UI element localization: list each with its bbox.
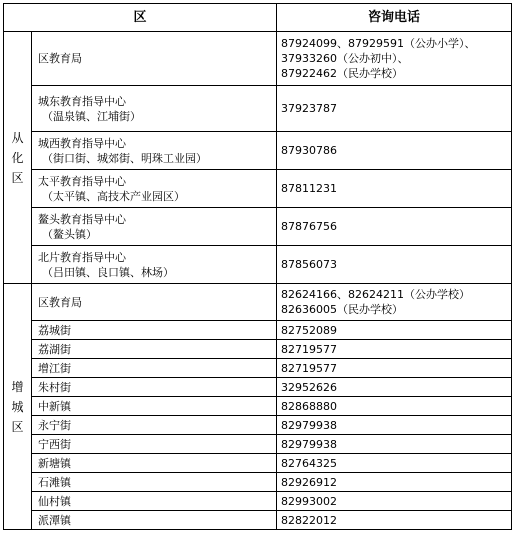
table-row xyxy=(4,284,512,321)
phone-cell xyxy=(277,132,512,170)
district-char: 区 xyxy=(11,419,24,434)
org-cell xyxy=(32,32,277,86)
phone-cell xyxy=(277,473,512,492)
org-name: 区教育局 xyxy=(38,52,82,65)
table-row xyxy=(4,511,512,530)
contact-table-wrapper xyxy=(3,3,512,530)
phone-line: 87856073 xyxy=(281,258,338,271)
phone-header: 咨询电话 xyxy=(277,4,512,32)
district-char: 增 xyxy=(11,379,24,394)
org-cell: 中新镇 xyxy=(32,397,277,416)
phone-cell xyxy=(277,284,512,321)
phone-cell xyxy=(277,86,512,132)
phone-line: 82764325 xyxy=(281,456,338,470)
org-cell: 永宁街 xyxy=(32,416,277,435)
table-row xyxy=(4,473,512,492)
org-cell: 宁西街 xyxy=(32,435,277,454)
phone-cell xyxy=(277,397,512,416)
phone-cell xyxy=(277,435,512,454)
org-name: 鳌头教育指导中心 xyxy=(38,212,126,226)
phone-line: 87930786 xyxy=(281,144,338,157)
contact-table xyxy=(3,3,512,530)
table-row xyxy=(4,132,512,170)
org-cell: 增江街 xyxy=(32,359,277,378)
district-char: 化 xyxy=(11,150,24,165)
table-row xyxy=(4,340,512,359)
org-cell xyxy=(32,132,277,170)
phone-line: 82868880 xyxy=(281,399,338,413)
phone-cell xyxy=(277,492,512,511)
phone-line: 82822012 xyxy=(281,513,338,527)
table-row xyxy=(4,170,512,208)
org-cell: 石滩镇 xyxy=(32,473,277,492)
org-coverage: （吕田镇、良口镇、林场） xyxy=(42,265,174,279)
org-cell xyxy=(32,86,277,132)
phone-line: 37933260（公办初中）、 xyxy=(281,52,409,65)
phone-line: 87811231 xyxy=(281,182,338,195)
table-row xyxy=(4,435,512,454)
table-row xyxy=(4,416,512,435)
org-cell: 荔湖街 xyxy=(32,340,277,359)
table-row xyxy=(4,359,512,378)
phone-cell xyxy=(277,378,512,397)
phone-cell xyxy=(277,454,512,473)
org-cell xyxy=(32,208,277,246)
phone-line: 32952626 xyxy=(281,380,338,394)
phone-cell xyxy=(277,208,512,246)
org-name: 城西教育指导中心 xyxy=(38,136,126,150)
org-coverage: （太平镇、高技术产业园区） xyxy=(42,189,185,203)
phone-line: 82993002 xyxy=(281,494,338,508)
org-cell: 仙村镇 xyxy=(32,492,277,511)
phone-line: 82624166、82624211（公办学校） xyxy=(281,288,470,301)
org-cell: 派潭镇 xyxy=(32,511,277,530)
org-coverage: （温泉镇、江埔街） xyxy=(42,109,141,123)
org-coverage: （街口街、城郊街、明珠工业园） xyxy=(42,151,207,165)
org-name: 太平教育指导中心 xyxy=(38,174,126,188)
org-name: 城东教育指导中心 xyxy=(38,94,126,108)
phone-cell xyxy=(277,321,512,340)
table-row xyxy=(4,246,512,284)
district-char: 区 xyxy=(11,170,24,185)
district-char: 从 xyxy=(11,130,24,145)
phone-cell xyxy=(277,246,512,284)
table-row xyxy=(4,321,512,340)
district-header: 区 xyxy=(4,4,277,32)
phone-line: 82979938 xyxy=(281,418,338,432)
phone-line: 82719577 xyxy=(281,342,338,356)
phone-cell xyxy=(277,170,512,208)
phone-line: 87922462（民办学校） xyxy=(281,67,404,80)
header-row xyxy=(4,4,512,32)
phone-cell xyxy=(277,340,512,359)
org-cell xyxy=(32,170,277,208)
table-row xyxy=(4,86,512,132)
phone-line: 87924099、87929591（公办小学）、 xyxy=(281,37,476,50)
table-row xyxy=(4,378,512,397)
table-row xyxy=(4,454,512,473)
phone-line: 37923787 xyxy=(281,102,338,115)
org-cell xyxy=(32,246,277,284)
org-cell: 朱村街 xyxy=(32,378,277,397)
phone-line: 82752089 xyxy=(281,323,338,337)
phone-cell xyxy=(277,32,512,86)
table-row xyxy=(4,492,512,511)
district-char: 城 xyxy=(11,399,24,414)
table-row xyxy=(4,208,512,246)
district-zengcheng xyxy=(4,284,32,530)
org-cell: 荔城街 xyxy=(32,321,277,340)
phone-cell xyxy=(277,416,512,435)
phone-cell xyxy=(277,511,512,530)
phone-line: 87876756 xyxy=(281,220,338,233)
org-coverage: （鳌头镇） xyxy=(42,227,97,241)
org-cell: 区教育局 xyxy=(32,284,277,321)
phone-line: 82636005（民办学校） xyxy=(281,303,404,316)
phone-cell xyxy=(277,359,512,378)
district-conghua xyxy=(4,32,32,284)
phone-line: 82926912 xyxy=(281,475,338,489)
phone-line: 82979938 xyxy=(281,437,338,451)
table-row xyxy=(4,397,512,416)
phone-line: 82719577 xyxy=(281,361,338,375)
org-name: 北片教育指导中心 xyxy=(38,250,126,264)
org-cell: 新塘镇 xyxy=(32,454,277,473)
table-row xyxy=(4,32,512,86)
